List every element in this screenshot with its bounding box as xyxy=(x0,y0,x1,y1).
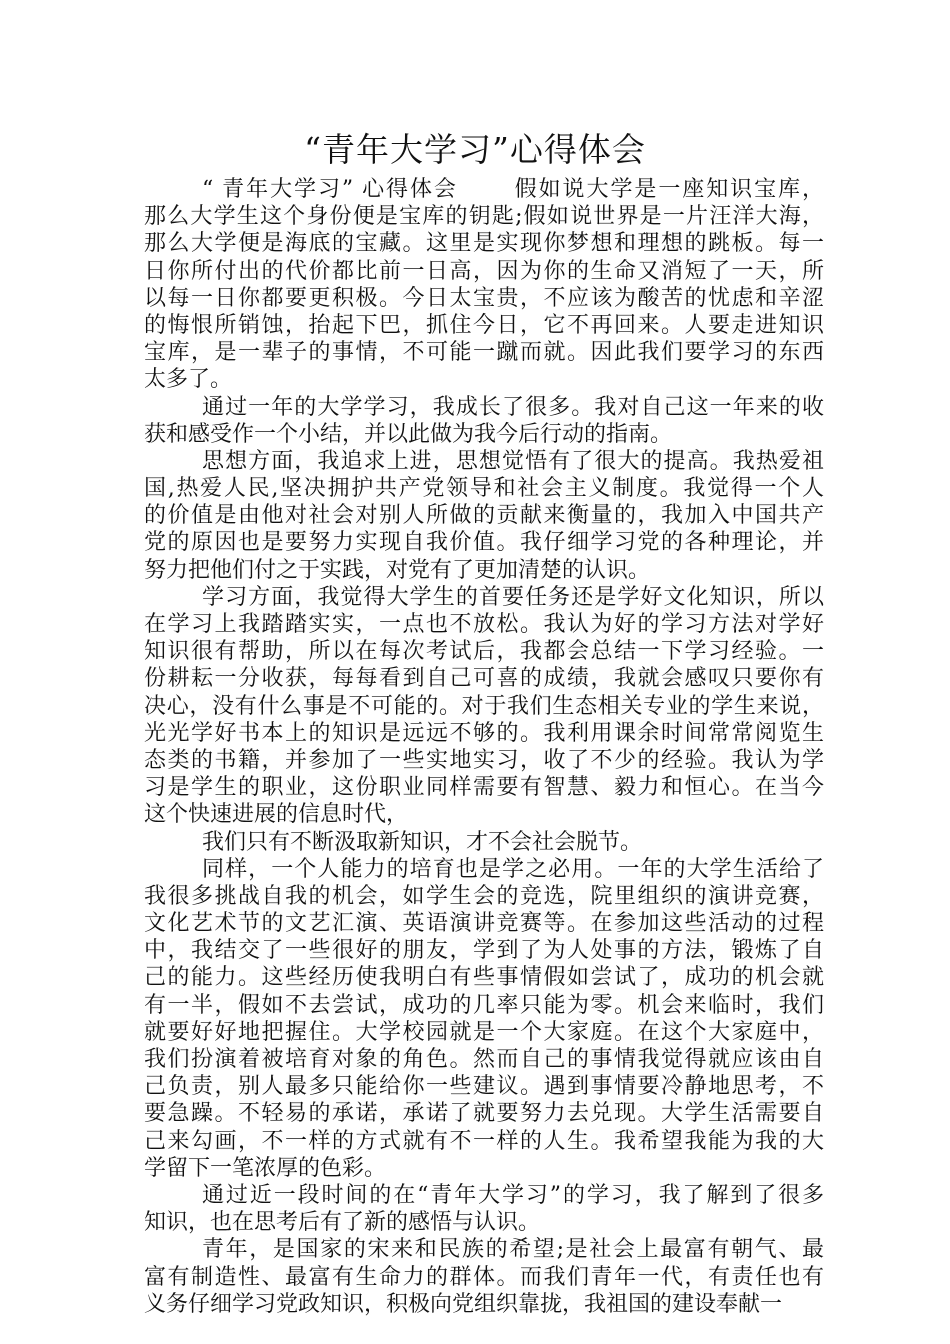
text-line: 思想方面，我追求上进，思想觉悟有了很大的提高。我热爱祖 xyxy=(202,448,824,474)
text-line: 己来勾画，不一样的方式就有不一样的人生。我希望我能为我的大 xyxy=(144,1128,824,1154)
text-line: 日你所付出的代价都比前一日高，因为你的生命又消短了一天，所 xyxy=(144,258,824,284)
text-line: 党的原因也是要努力实现自我价值。我仔细学习党的各种理论，并 xyxy=(144,530,824,556)
document-title: “青年大学习”心得体会 xyxy=(304,130,646,169)
text-line: 就要好好地把握住。大学校园就是一个大家庭。在这个大家庭中， xyxy=(144,1019,824,1045)
text-line: 的悔恨所销蚀，抬起下巴，抓住今日，它不再回来。人要走进知识 xyxy=(144,312,824,338)
paragraph xyxy=(144,856,824,1182)
paragraph xyxy=(144,1236,824,1318)
text-line: 通过近一段时间的在“青年大学习”的学习，我了解到了很多 xyxy=(202,1182,824,1208)
text-line: 义务仔细学习党政知识，积极向党组织靠拢，我祖国的建设奉献一 xyxy=(144,1291,783,1317)
paragraph xyxy=(144,829,824,856)
text-line: 青年，是国家的宋来和民族的希望;是社会上最富有朝气、最 xyxy=(202,1237,824,1263)
paragraph xyxy=(144,1182,824,1236)
text-line: 以每一日你都要更积极。今日太宝贵，不应该为酸苦的忧虑和辛涩 xyxy=(144,285,824,311)
text-line: 那么大学生这个身份便是宝库的钥匙;假如说世界是一片汪洋大海， xyxy=(144,204,824,230)
text-line: 学留下一笔浓厚的色彩。 xyxy=(144,1155,387,1181)
text-line: “ 青年大学习” 心得体会 假如说大学是一座知识宝库， xyxy=(202,177,824,202)
text-line: 态类的书籍，并参加了一些实地实习，收了不少的经验。我认为学 xyxy=(144,747,824,773)
text-line: 努力把他们付之于实践，对党有了更加清楚的认识。 xyxy=(144,557,651,583)
text-line: 获和感受作一个小结，并以此做为我今后行动的指南。 xyxy=(144,421,673,447)
text-line: 要急躁。不轻易的承诺，承诺了就要努力去兑现。大学生活需要自 xyxy=(144,1101,824,1127)
text-line: 知识，也在思考后有了新的感悟与认识。 xyxy=(144,1210,541,1236)
text-line: 通过一年的大学学习，我成长了很多。我对自己这一年来的收 xyxy=(202,394,824,420)
text-line: 份耕耘一分收获，每每看到自己可喜的成绩，我就会感叹只要你有 xyxy=(144,666,824,692)
text-line: 同样，一个人能力的培育也是学之必用。一年的大学生活给了 xyxy=(202,856,824,882)
text-line: 宝库，是一辈子的事情，不可能一蹴而就。因此我们要学习的东西 xyxy=(144,340,824,366)
text-line: 那么大学便是海底的宝藏。这里是实现你梦想和理想的跳板。每一 xyxy=(144,231,824,257)
text-line: 我很多挑战自我的机会，如学生会的竞选，院里组织的演讲竞赛， xyxy=(144,883,824,909)
document-body xyxy=(144,176,824,1318)
text-line: 学习方面，我觉得大学生的首要任务还是学好文化知识，所以 xyxy=(202,584,824,610)
text-line: 这个快速进展的信息时代， xyxy=(144,802,409,828)
text-line: 富有制造性、最富有生命力的群体。而我们青年一代，有责任也有 xyxy=(144,1264,824,1290)
text-line: 光光学好书本上的知识是远远不够的。我利用课余时间常常阅览生 xyxy=(144,720,824,746)
paragraph xyxy=(144,584,824,829)
text-line: 我们扮演着被培育对象的角色。然而自己的事情我觉得就应该由自 xyxy=(144,1047,824,1072)
text-line: 中，我结交了一些很好的朋友，学到了为人处事的方法，锻炼了自 xyxy=(144,938,824,964)
text-line: 习是学生的职业，这份职业同样需要有智慧、毅力和恒心。在当今 xyxy=(144,775,824,801)
text-line: 国,热爱人民,坚决拥护共产党领导和社会主义制度。我觉得一个人 xyxy=(144,476,824,502)
paragraph xyxy=(144,176,824,394)
text-line: 在学习上我踏踏实实，一点也不放松。我认为好的学习方法对学好 xyxy=(144,612,824,637)
text-line: 的价值是由他对社会对别人所做的贡献来衡量的，我加入中国共产 xyxy=(144,503,824,529)
text-line: 决心，没有什么事是不可能的。对于我们生态相关专业的学生来说， xyxy=(144,693,824,719)
text-line: 文化艺术节的文艺汇演、英语演讲竞赛等。在参加这些活动的过程 xyxy=(144,911,824,937)
text-line: 知识很有帮助，所以在每次考试后，我都会总结一下学习经验。一 xyxy=(144,639,824,665)
paragraph xyxy=(144,394,824,448)
text-line: 我们只有不断汲取新知识，才不会社会脱节。 xyxy=(202,829,643,855)
text-line: 己负责，别人最多只能给你一些建议。遇到事情要冷静地思考，不 xyxy=(144,1074,824,1100)
text-line: 有一半，假如不去尝试，成功的几率只能为零。机会来临时，我们 xyxy=(144,992,824,1018)
text-line: 太多了。 xyxy=(144,367,233,393)
text-line: 己的能力。这些经历使我明白有些事情假如尝试了，成功的机会就 xyxy=(144,965,824,991)
paragraph xyxy=(144,448,824,584)
